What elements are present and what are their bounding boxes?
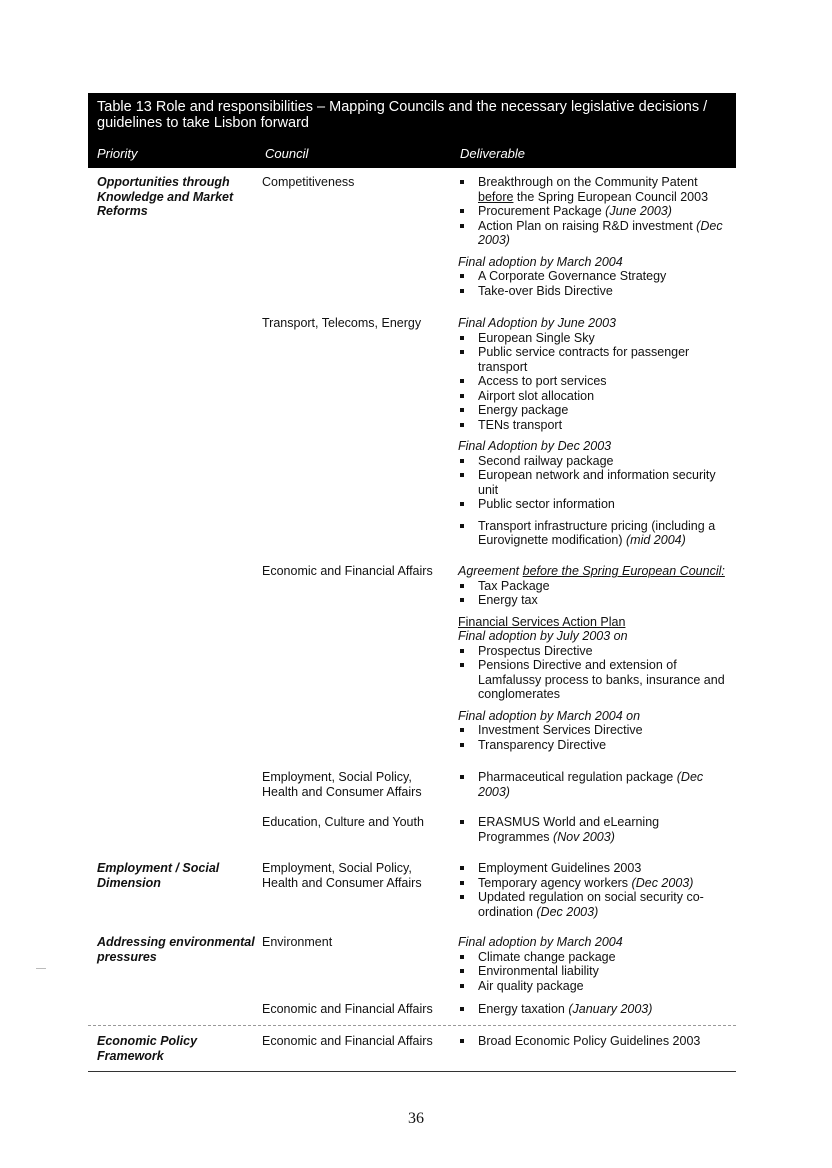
list-item: Investment Services Directive xyxy=(458,723,733,738)
list-item: Public service contracts for passenger transport xyxy=(458,345,733,374)
deliverable-education xyxy=(458,815,733,844)
list-item: Employment Guidelines 2003 xyxy=(458,861,733,876)
list-item: Breakthrough on the Community Patent before the Spring European Council 2003 xyxy=(458,175,733,204)
deliverable-subheading: Final Adoption by Dec 2003 xyxy=(458,439,612,453)
council-ecofin-2: Economic and Financial Affairs xyxy=(262,1002,433,1016)
priority-employment-social: Employment / Social Dimension xyxy=(97,861,220,890)
list-item: Pensions Directive and extension of Lamfalussy process to banks, insurance and conglomerates xyxy=(458,658,733,702)
deliverable-ecofin-2 xyxy=(458,1002,733,1017)
list-item: Environmental liability xyxy=(458,964,733,979)
deliverable-environment xyxy=(458,935,733,993)
list-item: Broad Economic Policy Guidelines 2003 xyxy=(458,1034,733,1049)
list-item: Prospectus Directive xyxy=(458,644,733,659)
council-employment: Employment, Social Policy, Health and Consumer Affairs xyxy=(262,770,422,799)
list-item: Energy taxation (January 2003) xyxy=(458,1002,733,1017)
list-item: European network and information security unit xyxy=(458,468,733,497)
list-item: Climate change package xyxy=(458,950,733,965)
list-item: Transparency Directive xyxy=(458,738,733,753)
page-number: 36 xyxy=(408,1110,424,1127)
header-council: Council xyxy=(265,146,309,161)
table-title: Table 13 Role and responsibilities – Mapping Councils and the necessary legislative decisions / guidelines to take Lisbon forward xyxy=(88,93,736,139)
list-item: A Corporate Governance Strategy xyxy=(458,269,733,284)
header-priority: Priority xyxy=(97,146,138,161)
list-item: Action Plan on raising R&D investment (Dec 2003) xyxy=(458,219,733,248)
margin-mark xyxy=(36,968,46,969)
council-ecofin-3: Economic and Financial Affairs xyxy=(262,1034,433,1048)
priority-knowledge-market: Opportunities through Knowledge and Market Reforms xyxy=(97,175,234,218)
deliverable-subheading: Final Adoption by June 2003 xyxy=(458,316,616,330)
list-item: ERASMUS World and eLearning Programmes (Nov 2003) xyxy=(458,815,733,844)
list-item: Airport slot allocation xyxy=(458,389,733,404)
deliverable-competitiveness xyxy=(458,175,733,298)
list-item: Energy package xyxy=(458,403,733,418)
deliverable-transport xyxy=(458,316,733,548)
list-item: Temporary agency workers (Dec 2003) xyxy=(458,876,733,891)
list-item: Access to port services xyxy=(458,374,733,389)
council-transport: Transport, Telecoms, Energy xyxy=(262,316,422,330)
priority-economic-policy: Economic Policy Framework xyxy=(97,1034,198,1063)
deliverable-subheading: Final adoption by July 2003 on xyxy=(458,629,628,643)
list-item: Energy tax xyxy=(458,593,733,608)
list-item: Tax Package xyxy=(458,579,733,594)
table-bottom-rule xyxy=(88,1071,736,1072)
header-deliverable: Deliverable xyxy=(460,146,526,161)
list-item: Transport infrastructure pricing (including a Eurovignette modification) (mid 2004) xyxy=(458,519,733,548)
list-item: Public sector information xyxy=(458,497,733,512)
row-divider-dashed xyxy=(88,1025,736,1026)
council-environment: Environment xyxy=(262,935,333,949)
list-item: Pharmaceutical regulation package (Dec 2003) xyxy=(458,770,733,799)
list-item: Air quality package xyxy=(458,979,733,994)
list-item: TENs transport xyxy=(458,418,733,433)
list-item: Second railway package xyxy=(458,454,733,469)
list-item: Updated regulation on social security co-ordination (Dec 2003) xyxy=(458,890,733,919)
priority-environment: Addressing environmental pressures xyxy=(97,935,255,964)
deliverable-subheading: Agreement before the Spring European Council: xyxy=(458,564,725,578)
council-employment-2: Employment, Social Policy, Health and Consumer Affairs xyxy=(262,861,422,890)
deliverable-subheading: Final adoption by March 2004 xyxy=(458,254,623,269)
council-competitiveness: Competitiveness xyxy=(262,175,355,189)
deliverable-employment-2 xyxy=(458,861,733,919)
deliverable-ecofin xyxy=(458,564,733,752)
table-header-row xyxy=(88,139,736,168)
list-item: European Single Sky xyxy=(458,331,733,346)
deliverable-subheading: Final adoption by March 2004 on xyxy=(458,708,641,723)
deliverable-ecofin-3 xyxy=(458,1034,733,1049)
list-item: Procurement Package (June 2003) xyxy=(458,204,733,219)
council-education: Education, Culture and Youth xyxy=(262,815,424,829)
list-item: Take-over Bids Directive xyxy=(458,284,733,299)
deliverable-plan-title: Financial Services Action Plan xyxy=(458,614,626,629)
council-ecofin: Economic and Financial Affairs xyxy=(262,564,433,578)
deliverable-subheading: Final adoption by March 2004 xyxy=(458,935,623,949)
deliverable-employment xyxy=(458,770,733,799)
